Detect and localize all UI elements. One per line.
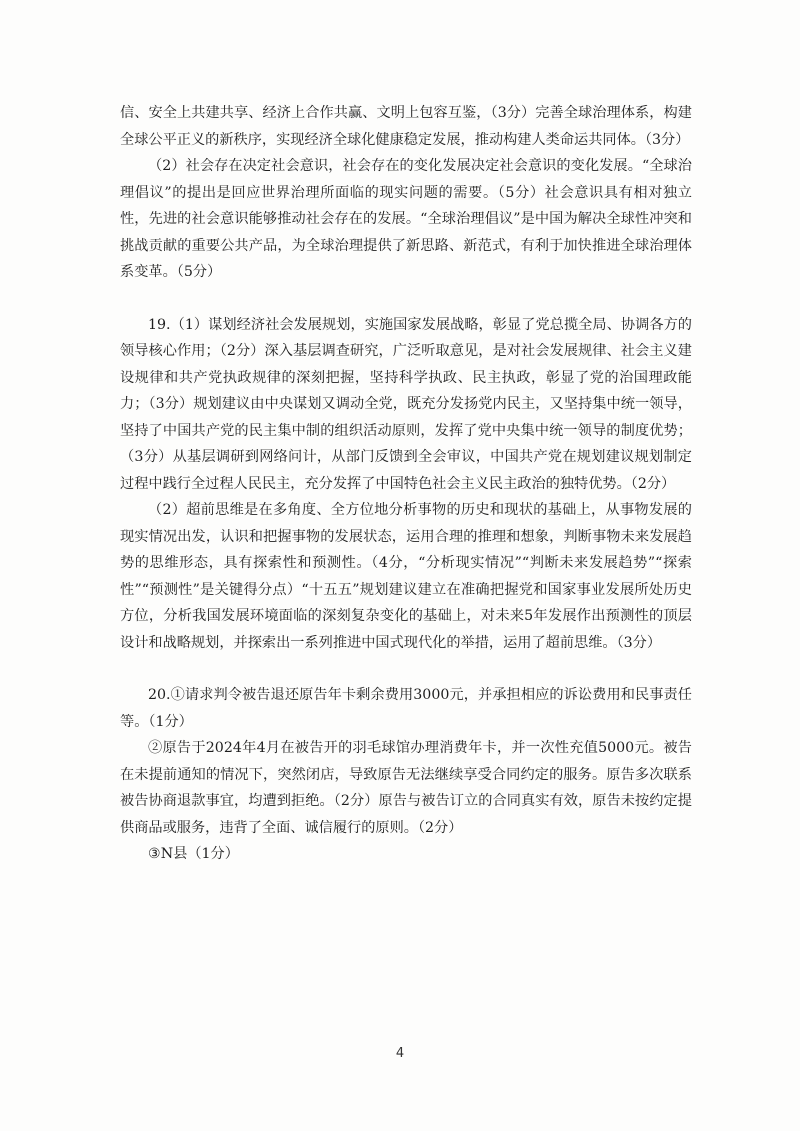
answer-19-part-2: （2）超前思维是在多角度、全方位地分析事物的历史和现状的基础上，从事物发展的现实情况出发，认识和把握事物的发展状态，运用合理的推理和想象，判断事物未来发展趋势的思维形态，具有探索性和预测性。（4分，“分析现实情况”“判断未来发展趋势”“探索性”“预测性”是关键得分点）“十五五”规划建议建立在准确把握党和国家事业发展所处历史方位，分析我国发展环境面临的深刻复杂变化的基础上，对未来5年发展作出预测性的顶层设计和战略规划，并探索出一系列推进中国式现代化的举措，运用了超前思维。（3分） bbox=[120, 502, 692, 651]
answer-20-part-2: ②原告于2024年4月在被告开的羽毛球馆办理消费年卡，并一次性充值5000元。被告在未提前通知的情况下，突然闭店，导致原告无法继续享受合同约定的服务。原告多次联系被告协商退款事宜，均遭到拒绝。（2分）原告与被告订立的合同真实有效，原告未按约定提供商品或服务，违背了全面、诚信履行的原则。（2分） bbox=[120, 740, 692, 836]
page-number: 4 bbox=[395, 1046, 405, 1061]
answer-20-part-1: 20.①请求判令被告退还原告年卡剩余费用3000元，并承担相应的诉讼费用和民事责任等。（1分） bbox=[120, 687, 692, 730]
answer-18-part-2: （2）社会存在决定社会意识，社会存在的变化发展决定社会意识的变化发展。“全球治理倡议”的提出是回应世界治理所面临的现实问题的需要。（5分）社会意识具有相对独立性，先进的社会意识能够推动社会存在的发展。“全球治理倡议”是中国为解决全球性冲突和挑战贡献的重要公共产品，为全球治理提供了新思路、新范式，有利于加快推进全球治理体系变革。（5分） bbox=[120, 158, 692, 280]
answer-18-continuation: 信、安全上共建共享、经济上合作共赢、文明上包容互鉴，（3分）完善全球治理体系，构建全球公平正义的新秩序，实现经济全球化健康稳定发展，推动构建人类命运共同体。（3分） bbox=[120, 105, 692, 148]
answer-19-part-1: 19.（1）谋划经济社会发展规划，实施国家发展战略，彰显了党总揽全局、协调各方的领导核心作用；（2分）深入基层调查研究，广泛听取意见，是对社会发展规律、社会主义建设规律和共产党执政规律的深刻把握，坚持科学执政、民主执政，彰显了党的治国理政能力；（3分）规划建议由中央谋划又调动全党，既充分发扬党内民主，又坚持集中统一领导，坚持了中国共产党的民主集中制的组织活动原则，发挥了党中央集中统一领导的制度优势；（3分）从基层调研到网络问计，从部门反馈到全会审议，中国共产党在规划建议规划制定过程中践行全过程人民民主，充分发挥了中国特色社会主义民主政治的独特优势。（2分） bbox=[120, 316, 692, 492]
answer-content bbox=[120, 100, 692, 868]
answer-20-part-3: ③N县（1分） bbox=[148, 846, 239, 862]
